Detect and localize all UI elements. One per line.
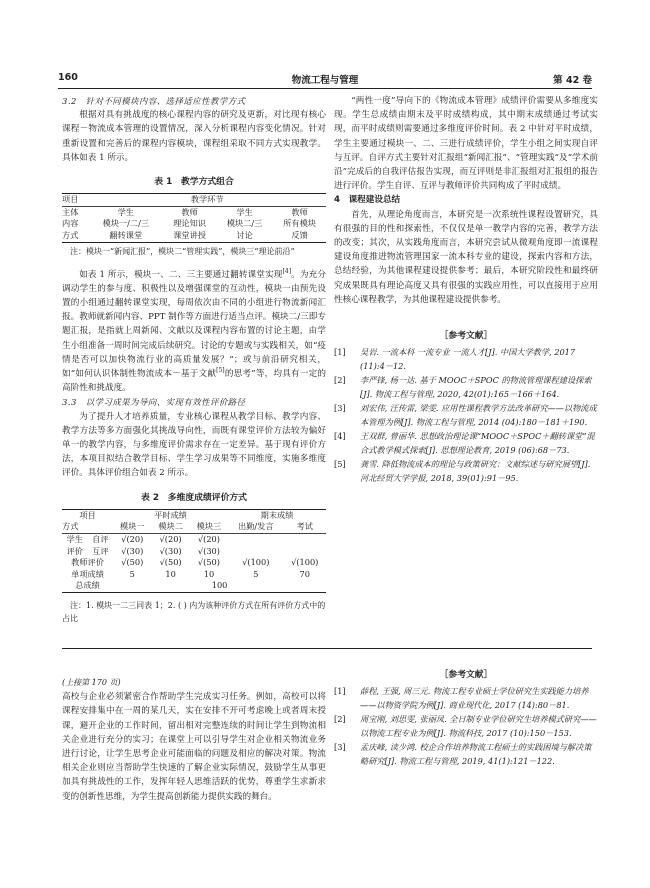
table-cell: 内容 <box>62 218 79 229</box>
reference-text: 李严锋, 杨一达. 基于 MOOC＋SPOC 的物流管理课程建设探索[J]. 物流工程与管理, 2020, 42(01):165－166＋164. <box>360 375 592 400</box>
reference-number: [5] <box>334 459 346 470</box>
table-cell: 互评 <box>92 545 109 556</box>
table-row <box>62 569 326 581</box>
table-cell: 所有模块 <box>283 218 316 229</box>
citation-5: [5] <box>216 367 225 375</box>
reference-text: 周宝刚, 刘思雯, 张丽凤. 全日制专业学位研究生培养模式研究——以物流工程专业为例[J]. 物流科技, 2017 (10):150－153. <box>360 714 597 739</box>
continued-article-left <box>62 676 326 804</box>
section-4-paragraph: 首先，从理论角度而言，本研究是一次系统性课程设置研究，具有很强的目的性和探索性，不仅仅是单一教学内容的完善，教学方法的改变；其次，从实践角度而言，本研究尝试从微观角度即一流课程建设角度推进物流管理国家一流本科专业的建设，探索内容和方法，总结经验，为其他课程建设提供参考；最后，本研究阶段性和最终研究成果既具有理论高度又具有很强的实践应用性，可以直接用于应用性核心课程教学，为其他课程建设提供参考。 <box>334 209 598 305</box>
table-2-header-item: 项目 <box>62 509 113 521</box>
page-number: 160 <box>58 72 78 83</box>
section-3-2-paragraph: 根据对具有挑战度的核心课程内容的研究及更新，对比现有核心课程－物流成本管理的设置情况，深入分析课程内容变化情况。针对重新设置和完善后的课程内容模块，课程组采取不同方式实现教学。具体如表 1 所示。 <box>62 110 326 163</box>
table-cell: 10 <box>165 568 176 579</box>
text-span: 如表 1 所示，模块一、二、三主要通过翻转课堂实现 <box>79 269 283 280</box>
table-cell: 10 <box>203 568 215 579</box>
reference-item <box>334 429 598 457</box>
table-cell: √(50) <box>159 557 182 568</box>
reference-number: [3] <box>334 742 346 753</box>
table-cell: √(20) <box>190 534 228 546</box>
reference-item <box>334 712 598 740</box>
table-2-col-header: 考试 <box>296 521 313 532</box>
reference-item <box>334 740 598 768</box>
table-row <box>62 218 326 230</box>
table-cell: 5 <box>129 568 135 579</box>
table-2-header-method: 方式 <box>62 521 79 532</box>
table-cell: 理论知识 <box>173 218 206 229</box>
table-cell: 反馈 <box>273 230 326 242</box>
reference-text: 薛程, 王强, 周三元. 物流工程专业硕士学位研究生实践能力培养——以物资学院为例[J]. 商业现代化, 2017 (14):80－81. <box>360 686 589 711</box>
reference-text: 孟庆峰, 读少鸿. 校企合作培养物流工程硕士的实践困境与解决策略研究[J]. 物流工程与管理, 2019, 41(1):121－122. <box>360 742 592 767</box>
table-cell: 翻转课堂 <box>88 230 163 242</box>
table-row <box>62 534 326 546</box>
citation-4: [4] <box>282 267 292 275</box>
right-column <box>334 94 598 485</box>
table-cell: 100 <box>113 580 326 592</box>
table-2-header-final: 期末成绩 <box>228 509 326 521</box>
table-cell: 课堂讲授 <box>163 230 216 242</box>
reference-number: [1] <box>334 686 346 697</box>
table-row <box>62 206 326 218</box>
table-row <box>62 580 326 592</box>
table-1-header-label: 项目 <box>62 194 88 207</box>
table-cell: 教师 <box>273 206 326 218</box>
table-cell <box>228 546 283 558</box>
reference-number: [3] <box>334 403 346 414</box>
table-cell: √(50) <box>197 557 220 568</box>
table-2-col-header: 模块三 <box>196 521 222 532</box>
left-column <box>62 94 326 635</box>
table-cell: √(20) <box>151 534 189 546</box>
table-row <box>62 230 326 242</box>
table-cell: 5 <box>253 568 259 579</box>
section-3-3-heading: 3.3 以学习成果为导向、实现有效性评价路径 <box>62 397 246 408</box>
table-cell: 教师 <box>163 206 216 218</box>
volume-label: 第 42 卷 <box>553 75 592 86</box>
table-cell: √(100) <box>242 557 270 568</box>
reference-item <box>334 401 598 429</box>
text-span: 。为充分调动学生的参与度、积极性以及增强课堂的互动性，模块一由预先设置的小组通过翻转课堂实现，每周依次由不同的小组进行物流新闻汇报。教师就新闻内容、PPT 制作等方面进行适当点评。模块二/三即专题汇报，是指就上周新闻、文献以及课程内容布置的讨论主题，由学生小组准备一周时间完成后续研究。讨论的专题或与实践相关，如“疫情是否可以加快物流行业的高质量发展？”；或与前沿研究相关，如“如何认识体制性物流成本－基于文献 <box>62 269 326 380</box>
table-2-col-header: 出勤/发言 <box>238 521 274 532</box>
table-cell: 自评 <box>88 534 114 546</box>
section-3-2-heading: 3.2 针对不同模块内容、选择适应性教学方式 <box>62 96 246 106</box>
table-2-col-header: 模块二 <box>158 521 183 532</box>
table-cell: 评价 <box>66 545 83 556</box>
table-2-header-regular: 平时成绩 <box>113 509 228 521</box>
reference-number: [4] <box>334 431 346 442</box>
journal-title: 物流工程与管理 <box>291 75 359 86</box>
continued-from-label: (上接第 170 页) <box>62 678 121 687</box>
table-cell: 学生 <box>216 206 273 218</box>
continued-article-references <box>334 668 598 768</box>
table-1-title: 表 1 教学方式组合 <box>154 177 234 188</box>
table-cell: √(30) <box>159 545 182 556</box>
table-row <box>62 546 326 558</box>
table-cell: 学生 <box>88 206 163 218</box>
table-cell: √(30) <box>197 545 220 556</box>
table-cell: 模块二/三 <box>226 218 263 229</box>
reference-text: 龚雪. 降低物流成本的理论与政策研究：文献综述与研究展望[J]. 河北经贸大学学报, 2018, 39(01):91－95. <box>360 459 591 484</box>
table-row <box>62 557 326 569</box>
text-span: 的思考”等，均具有一定的高阶性和挑战度。 <box>62 369 326 394</box>
table-cell: 方式 <box>62 230 88 242</box>
table-cell <box>228 534 283 546</box>
table-cell: √(50) <box>121 557 144 568</box>
continued-paragraph: 高校与企业必须紧密合作帮助学生完成实习任务。例如，高校可以将课程安排集中在一周的某几天，实在安排不开可考虑晚上或者周末授课，避开企业的工作时间，留出相对完整连续的时间让学生到物流相关企业进行充分的实习；在课堂上可以引导学生对企业相关物流业务进行讨论，让学生思考企业可能面临的问题及相应的解决对策。物流相关企业则应当帮助学生快速的了解企业实际情况，鼓励学生从事更加具有挑战性的工作，发挥年轻人思维活跃的优势，尊重学生求新求变的创新性思维，为学生提高创新能力提供实践的舞台。 <box>62 692 326 802</box>
reference-text: 刘宏伟, 汪传雷, 梁雯. 应用性课程教学方法改革研究——以物流成本管理为例[J]. 物流工程与管理, 2014 (04):180－181＋190. <box>360 403 597 428</box>
table-cell: 讨论 <box>216 230 273 242</box>
table-cell: 教师评价 <box>71 557 104 568</box>
references-title: ［参考文献］ <box>439 331 493 342</box>
table-2-title: 表 2 多维度成绩评价方式 <box>141 492 247 503</box>
table-cell <box>284 546 327 558</box>
section-3-3-paragraph: 为了提升人才培养质量，专业核心课程从教学目标、教学内容、教学方法等多方面强化其挑战导向性，而既有课堂评价方法较为偏好单一的教学内容，与多维度评价需求存在一定差异。基于现有评价方法，本项目拟结合教学目标、学生学习成果等不同维度，实施多维度评价。具体评价组合如表 2 所示。 <box>62 411 326 479</box>
table-cell: 70 <box>299 568 310 579</box>
table-cell: 学生 <box>62 534 88 546</box>
grading-paragraph: “两性一度”导向下的《物流成本管理》成绩评价需要从多维度实现。学生总成绩由期末及平时成绩构成，其中期末成绩通过考试实现，而平时成绩则需要通过多维度评价时间。表 2 中针对平时成绩，学生主要通过模块一、二、三进行成绩评价，学生小组之间实现自评与互评。自评方式主要针对汇报组“新闻汇报”、“管理实践”及“学术前沿”完成后的自我评估报告实现，而互评则是非汇报组对汇报组的报告进行评价。学生自评、互评与教师评价共同构成了平时成绩。 <box>334 96 598 192</box>
reference-text: 王双群, 曾丽华. 思想政治理论课“MOOC＋SPOC＋翻转课堂”混合式教学模式探索[J]. 思想理论教育, 2019 (06):68－73. <box>360 431 595 456</box>
reference-item <box>334 373 598 401</box>
table-1-header-span: 教学环节 <box>88 194 326 207</box>
table-1-note: 注：模块一“新闻汇报”，模块二“管理实践”，模块三“理论前沿” <box>70 246 295 256</box>
table-cell: √(100) <box>291 557 319 568</box>
table-cell <box>284 534 327 546</box>
references-title: ［参考文献］ <box>439 670 493 680</box>
reference-item <box>334 345 598 373</box>
reference-number: [1] <box>334 347 346 358</box>
table-2 <box>62 509 326 593</box>
reference-number: [2] <box>334 375 346 386</box>
table-2-col-header: 模块一 <box>120 521 145 532</box>
table-1 <box>62 193 326 242</box>
reference-item <box>334 457 598 485</box>
table-cell: 单项成绩 <box>71 568 104 579</box>
table-cell: √(20) <box>113 534 151 546</box>
section-4-heading: 4 课程建设总结 <box>334 195 401 206</box>
table-2-note: 注：1. 模块一二三同表 1；2. ( ) 内为该种评价方式在所有评价方式中的占比 <box>62 601 326 623</box>
page-header <box>58 70 592 89</box>
table-cell: 模块一/二/三 <box>102 218 150 229</box>
table-cell: 主体 <box>62 206 88 218</box>
section-divider <box>62 648 592 649</box>
table-cell: √(30) <box>121 545 144 556</box>
table-1-discussion-paragraph <box>62 268 326 396</box>
reference-number: [2] <box>334 714 346 725</box>
reference-text: 吴岩. 一流本科 一流专业 一流人才[J]. 中国大学教学, 2017 (11):4－12. <box>360 347 576 372</box>
reference-item <box>334 684 598 712</box>
table-cell: 总成绩 <box>62 580 113 592</box>
